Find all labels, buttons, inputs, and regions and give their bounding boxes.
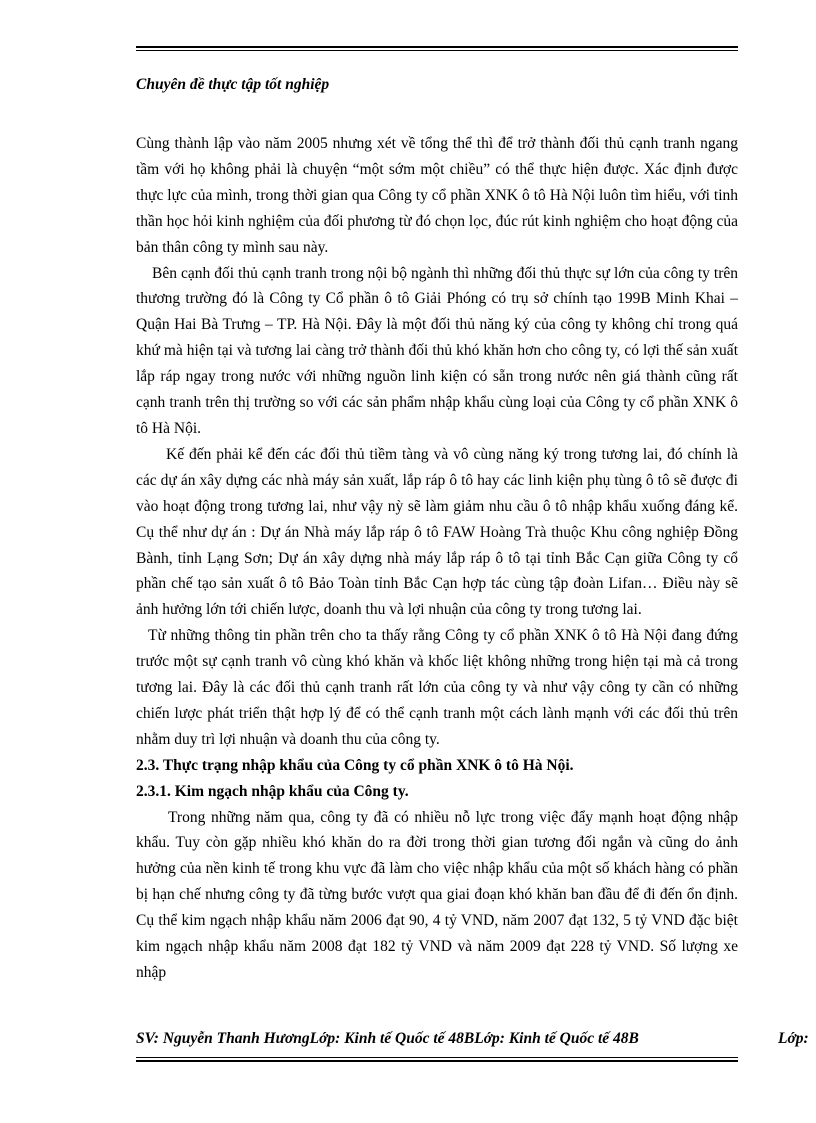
footer: [136, 1030, 816, 1048]
paragraph-1: Cùng thành lập vào năm 2005 nhưng xét về tổng thể thì để trở thành đối thủ cạnh tranh ngang tầm với họ không phải là chuyện “một sớm một chiều” có thể thực hiện được. Xác định được thực lực của mình, trong thời gian qua Công ty cổ phần XNK ô tô Hà Nội luôn tìm hiểu, với tinh thần học hỏi kinh nghiệm của đối phương từ đó chọn lọc, đúc rút kinh nghiệm cho hoạt động của bản thân công ty mình sau này.: [136, 135, 738, 256]
subsection-heading: 2.3.1. Kim ngạch nhập khẩu của Công ty.: [136, 782, 409, 800]
header-title: Chuyên đề thực tập tốt nghiệp: [136, 76, 330, 93]
paragraph-2: Bên cạnh đối thủ cạnh tranh trong nội bộ ngành thì những đối thủ thực sự lớn của công ty trên thương trường đó là Công ty Cổ phần ô tô Giải Phóng có trụ sở chính tạo 199B Minh Khai – Quận Hai Bà Trưng – TP. Hà Nội. Đây là một đối thủ năng ký của công ty không chỉ trong quá khứ mà hiện tại và tương lai càng trở thành đối thủ khó khăn hơn cho công ty, có lợi thế sản xuất lắp ráp ngay trong nước với những nguồn linh kiện có sẵn trong nước nên giá thành cũng rất cạnh tranh trên thị trường so với các sản phẩm nhập khẩu cùng loại của Công ty cổ phần XNK ô tô Hà Nội.: [136, 264, 738, 437]
header-rule: [136, 46, 738, 51]
page-body: [136, 131, 738, 986]
footer-rule: [136, 1057, 738, 1062]
paragraph-4: Từ những thông tin phần trên cho ta thấy rằng Công ty cổ phần XNK ô tô Hà Nội đang đứng trước một sự cạnh tranh vô cùng khó khăn và khốc liệt không những trong hiện tại mà cả trong tương lai. Đây là các đối thủ cạnh tranh rất lớn của công ty và như vậy công ty cần có những chiến lược phát triển thật hợp lý để có thể cạnh tranh một cách lành mạnh với các đối thủ trên nhằm duy trì lợi nhuận và doanh thu của công ty.: [136, 627, 738, 748]
section-heading: 2.3. Thực trạng nhập khẩu của Công ty cổ phần XNK ô tô Hà Nội.: [136, 756, 574, 774]
paragraph-3: Kế đến phải kể đến các đối thủ tiềm tàng và vô cùng năng ký trong tương lai, đó chính là các dự án xây dựng các nhà máy sản xuất, lắp ráp ô tô hay các linh kiện phụ tùng ô tô sẽ được đi vào hoạt động trong tương lai, như vậy nỳ sẽ làm giảm nhu cầu ô tô nhập khẩu xuống đáng kể. Cụ thể như dự án : Dự án Nhà máy lắp ráp ô tô FAW Hoàng Trà thuộc Khu công nghiệp Đồng Bành, tỉnh Lạng Sơn; Dự án xây dựng nhà máy lắp ráp ô tô tại tỉnh Bắc Cạn giữa Công ty cổ phần chế tạo sản xuất ô tô Bảo Toàn tỉnh Bắc Cạn hợp tác cùng tập đoàn Lifan… Điều này sẽ ảnh hưởng lớn tới chiến lược, doanh thu và lợi nhuận của công ty trong tương lai.: [136, 445, 738, 619]
footer-text: SV: Nguyễn Thanh HươngLớp: Kinh tế Quốc tế 48BLớp: Kinh tế Quốc tế 48B: [136, 1030, 639, 1047]
paragraph-5: Trong những năm qua, công ty đã có nhiều nỗ lực trong việc đẩy mạnh hoạt động nhập khẩu. Tuy còn gặp nhiều khó khăn do ra đời trong thời gian tương đối ngắn và cũng do ảnh hưởng của nền kinh tế trong khu vực đã làm cho việc nhập khẩu của một số khách hàng có phần bị hạn chế nhưng công ty đã từng bước vượt qua giai đoạn khó khăn ban đầu để đi đến ổn định. Cụ thể kim ngạch nhập khẩu năm 2006 đạt 90, 4 tỷ VND, năm 2007 đạt 132, 5 tỷ VND đặc biệt kim ngạch nhập khẩu năm 2008 đạt 182 tỷ VND và năm 2009 đạt 228 tỷ VND. Số lượng xe nhập: [136, 808, 738, 981]
footer-right-text: Lớp:: [778, 1030, 809, 1047]
